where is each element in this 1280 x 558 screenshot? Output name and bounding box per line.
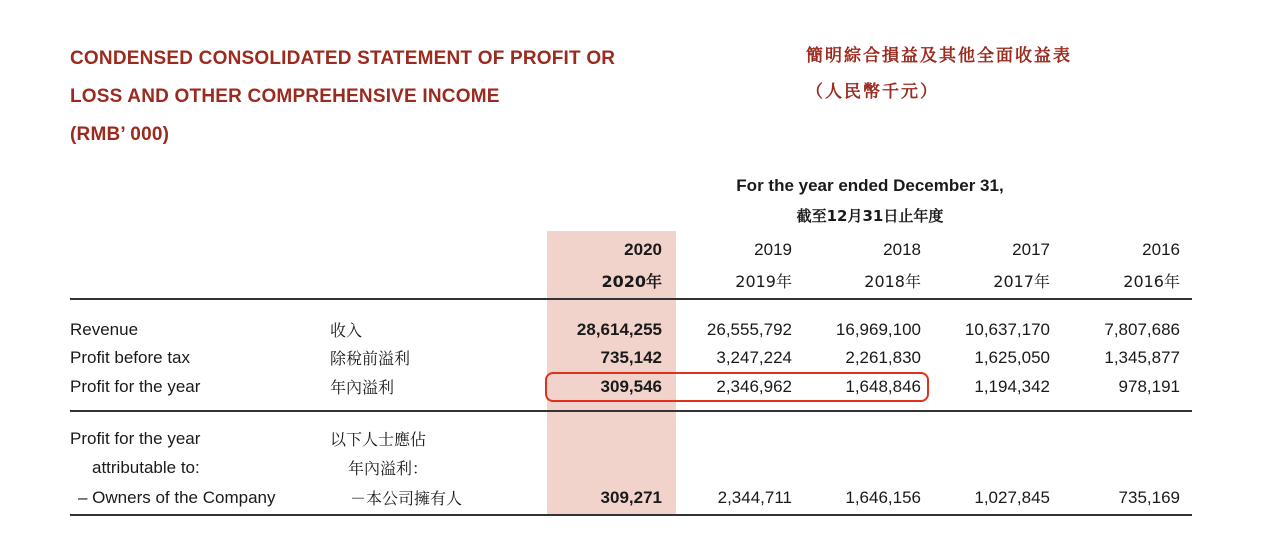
cell-pbt-2017: 1,625,050 — [974, 348, 1050, 367]
cell-pbt-2019: 3,247,224 — [716, 348, 792, 367]
statement-title-en — [70, 40, 615, 154]
attrib-label-line1: Profit for the year — [70, 429, 201, 448]
cell-owners-2020: 309,271 — [600, 488, 662, 507]
year-label: 2019 — [754, 240, 792, 259]
cell-pbt-2018: 2,261,830 — [845, 348, 921, 367]
attrib-label-zh-line2: 年內溢利： — [348, 459, 429, 478]
year-label-zh: 2020年 — [601, 272, 662, 291]
year-label-zh: 2018年 — [864, 272, 921, 291]
title-en-line3: (RMB’ 000) — [70, 124, 170, 145]
title-en-line1: CONDENSED CONSOLIDATED STATEMENT OF PROFIT OR — [70, 48, 616, 69]
row-label-profit-for-year: Profit for the year — [70, 377, 201, 396]
cell-revenue-2016: 7,807,686 — [1104, 320, 1180, 339]
year-label-zh: 2017年 — [993, 272, 1050, 291]
cell-owners-2016: 735,169 — [1118, 488, 1180, 507]
bottom-rule — [70, 514, 1192, 516]
year-label: 2018 — [883, 240, 921, 259]
cell-pbt-2020: 735,142 — [600, 348, 662, 367]
year-label: 2016 — [1142, 240, 1180, 259]
year-label-zh: 2019年 — [735, 272, 792, 291]
attrib-label-zh-line1: 以下人士應佔 — [330, 430, 427, 449]
cell-pbt-2016: 1,345,877 — [1104, 348, 1180, 367]
cell-revenue-2017: 10,637,170 — [964, 320, 1050, 339]
year-label-zh: 2016年 — [1123, 272, 1180, 291]
row-label-revenue: Revenue — [70, 320, 139, 339]
period-header-en: For the year ended December 31, — [736, 176, 1004, 195]
title-zh-line2: （人民幣千元） — [806, 82, 939, 102]
cell-pfy-2018: 1,648,846 — [845, 377, 921, 396]
cell-revenue-2020: 28,614,255 — [576, 320, 662, 339]
attrib-label-owners: – Owners of the Company — [78, 488, 276, 507]
statement-title-zh — [806, 38, 1072, 110]
cell-pfy-2017: 1,194,342 — [974, 377, 1050, 396]
cell-revenue-2018: 16,969,100 — [835, 320, 921, 339]
annotation-highlight-box — [545, 372, 929, 402]
row-label-profit-for-year-zh: 年內溢利 — [330, 378, 395, 397]
title-zh-line1: 簡明綜合損益及其他全面收益表 — [806, 46, 1072, 66]
cell-owners-2017: 1,027,845 — [974, 488, 1050, 507]
attrib-label-line2: attributable to: — [92, 458, 200, 477]
year-label: 2017 — [1012, 240, 1050, 259]
cell-pfy-2016: 978,191 — [1118, 377, 1180, 396]
attrib-label-zh-owners: －本公司擁有人 — [350, 489, 463, 508]
row-label-revenue-zh: 收入 — [330, 321, 363, 340]
cell-pfy-2020: 309,546 — [600, 377, 662, 396]
row-label-profit-before-tax-zh: 除稅前溢利 — [330, 349, 411, 368]
cell-owners-2018: 1,646,156 — [845, 488, 921, 507]
period-header-zh: 截至12月31日止年度 — [796, 207, 944, 225]
cell-owners-2019: 2,344,711 — [717, 488, 792, 507]
cell-revenue-2019: 26,555,792 — [706, 320, 792, 339]
header-rule — [70, 298, 1192, 300]
year-label: 2020 — [624, 240, 662, 259]
title-en-line2: LOSS AND OTHER COMPREHENSIVE INCOME — [70, 86, 500, 107]
cell-pfy-2019: 2,346,962 — [716, 377, 792, 396]
section-rule — [70, 410, 1192, 412]
row-label-profit-before-tax: Profit before tax — [70, 348, 191, 367]
